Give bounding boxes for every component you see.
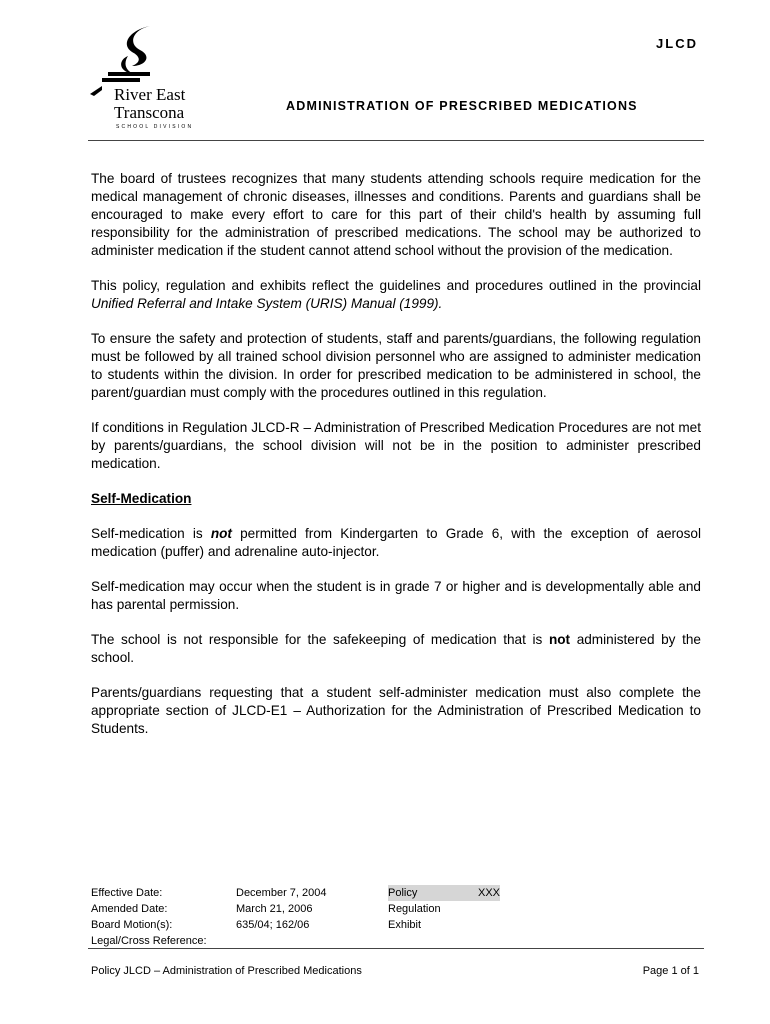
- paragraph-6: Self-medication may occur when the student is in grade 7 or higher and is developmentally able and has parental permission.: [91, 579, 701, 612]
- paragraph-7-end: administered by the school.: [91, 632, 701, 665]
- logo-line1: River East: [114, 85, 186, 104]
- paragraph-5-end: permitted from Kindergarten to Grade 6, with the exception of aerosol medication (puffer) and adrenaline auto-injector.: [91, 526, 701, 559]
- paragraph-5: [91, 525, 701, 561]
- paragraph-2-text: This policy, regulation and exhibits reflect the guidelines and procedures outlined in the provincial: [91, 278, 701, 293]
- page-title: ADMINISTRATION OF PRESCRIBED MEDICATIONS: [286, 99, 638, 113]
- paragraph-2: [91, 277, 701, 313]
- meta-types: [388, 885, 500, 933]
- footer-divider: [88, 948, 704, 949]
- type-policy: [388, 885, 500, 901]
- paragraph-3: To ensure the safety and protection of students, staff and parents/guardians, the following regulation must be followed by all trained school division personnel who are assigned to administer medication to students within the division. In order for prescribed medication to be administered in school, the parent/guardian must comply with the procedures outlined in this regulation.: [91, 331, 701, 400]
- policy-mark: XXX: [478, 887, 501, 899]
- meta-labels: [91, 885, 207, 949]
- meta-values: [236, 885, 327, 933]
- paragraph-5-start: Self-medication is: [91, 526, 211, 541]
- logo-swirl-icon: [88, 22, 208, 132]
- type-policy-label: Policy: [388, 885, 478, 901]
- school-division-logo: [88, 22, 208, 132]
- legal-reference-label: Legal/Cross Reference:: [91, 935, 207, 947]
- type-exhibit: Exhibit: [388, 919, 422, 931]
- type-regulation: Regulation: [388, 903, 441, 915]
- policy-body: [91, 170, 701, 755]
- section-heading-self-medication: Self-Medication: [91, 491, 192, 506]
- paragraph-1: The board of trustees recognizes that many students attending schools require medication for the medical management of chronic diseases, illnesses and conditions. Parents and guardians shall be encouraged to make every effort to care for this part of their child's health by assuming full responsibility for the administration of prescribed medications. The school may be authorized to administer medication if the student cannot attend school without the provision of the medication.: [91, 171, 701, 258]
- paragraph-7-start: The school is not responsible for the safekeeping of medication that is: [91, 632, 549, 647]
- paragraph-7: [91, 631, 701, 667]
- policy-code: JLCD: [656, 36, 698, 51]
- header-divider: [88, 140, 704, 141]
- footer-left: Policy JLCD – Administration of Prescribed Medications: [91, 965, 362, 977]
- paragraph-7-bold: not: [548, 632, 571, 647]
- logo-line2: Transcona: [114, 103, 185, 122]
- amended-date-label: Amended Date:: [91, 903, 168, 915]
- logo-line3: SCHOOL DIVISION: [116, 124, 194, 130]
- board-motion-value: 635/04; 162/06: [236, 919, 310, 931]
- effective-date-value: December 7, 2004: [236, 887, 327, 899]
- paragraph-4: If conditions in Regulation JLCD-R – Administration of Prescribed Medication Procedures are not met by parents/guardians, the school division will not be in the position to administer prescribed medication.: [91, 420, 701, 471]
- page-number: Page 1 of 1: [642, 965, 699, 977]
- paragraph-8: Parents/guardians requesting that a student self-administer medication must also complete the appropriate section of JLCD-E1 – Authorization for the Administration of Prescribed Medication to Students.: [91, 685, 701, 736]
- board-motion-label: Board Motion(s):: [91, 919, 173, 931]
- paragraph-5-emphasis: not: [210, 526, 232, 541]
- amended-date-value: March 21, 2006: [236, 903, 313, 915]
- effective-date-label: Effective Date:: [91, 887, 163, 899]
- uris-manual-reference: Unified Referral and Intake System (URIS) Manual (1999).: [91, 296, 443, 311]
